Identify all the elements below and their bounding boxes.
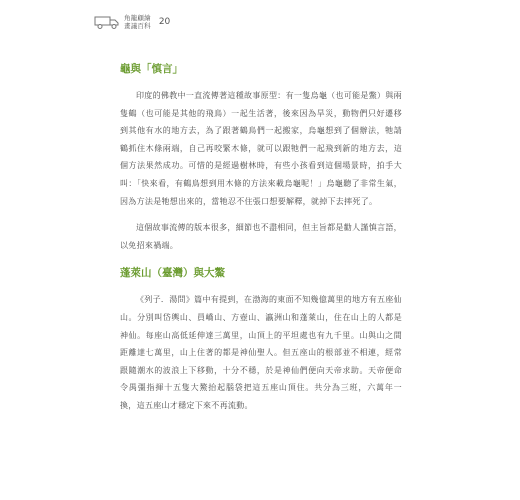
section-heading-turtle: 龜與「慎言」 [120,63,183,75]
paragraph-turtle-moral: 這個故事流傳的版本很多，細節也不盡相同，但主旨都是勸人謹慎言語，以免招來禍端。 [120,223,402,250]
series-line-1: 角籠顧繪 [124,14,151,22]
book-series-label [124,14,151,30]
series-line-2: 畫議百科 [124,22,151,30]
paragraph-turtle-story: 印度的佛教中一直流傳著這種故事原型：有一隻烏龜（也可能是鱉）與兩隻鶴（也可能是其他的飛鳥）一起生活著，後來因為旱災，動物們只好遷移到其他有水的地方去，為了跟著鶴鳥們一起搬家，烏龜想到了個辦法，牠請鶴抓住木條兩端，自己再咬緊木條，就可以跟牠們一起飛到新的地方去，這個方法果然成功。可惜的是經過樹林時，有些小孩看到這個場景時，拍手大叫：「快來看，有鶴鳥想到用木條的方法來載烏龜呢！」烏龜聽了非常生氣，因為方法是牠想出來的，當牠忍不住張口想要解釋，就掉下去摔死了。 [120,91,402,206]
section-heading-penglai: 蓬萊山（臺灣）與大鰲 [120,267,225,280]
page-header [94,14,170,30]
page-number: 20 [158,17,171,27]
truck-icon [94,15,120,29]
page-body [120,62,402,415]
paragraph-penglai-story: 《列子．湯問》篇中有提到，在渤海的東面不知幾億萬里的地方有五座仙山。分別叫岱輿山、員嶠山、方壺山、瀛洲山和蓬萊山，住在山上的人都是神仙。每座山高低延伸達三萬里，山頂上的平坦處也有九千里。山與山之間距離達七萬里，山上住著的都是神仙聖人。但五座山的根部並不相連，經常跟隨潮水的波浪上下移動，十分不穩，於是神仙們便向天帝求助。天帝便命令禺彊指揮十五隻大鰲抬起腦袋把這五座山頂住。共分為三班，六萬年一換，這五座山才穩定下來不再流動。 [120,295,402,410]
